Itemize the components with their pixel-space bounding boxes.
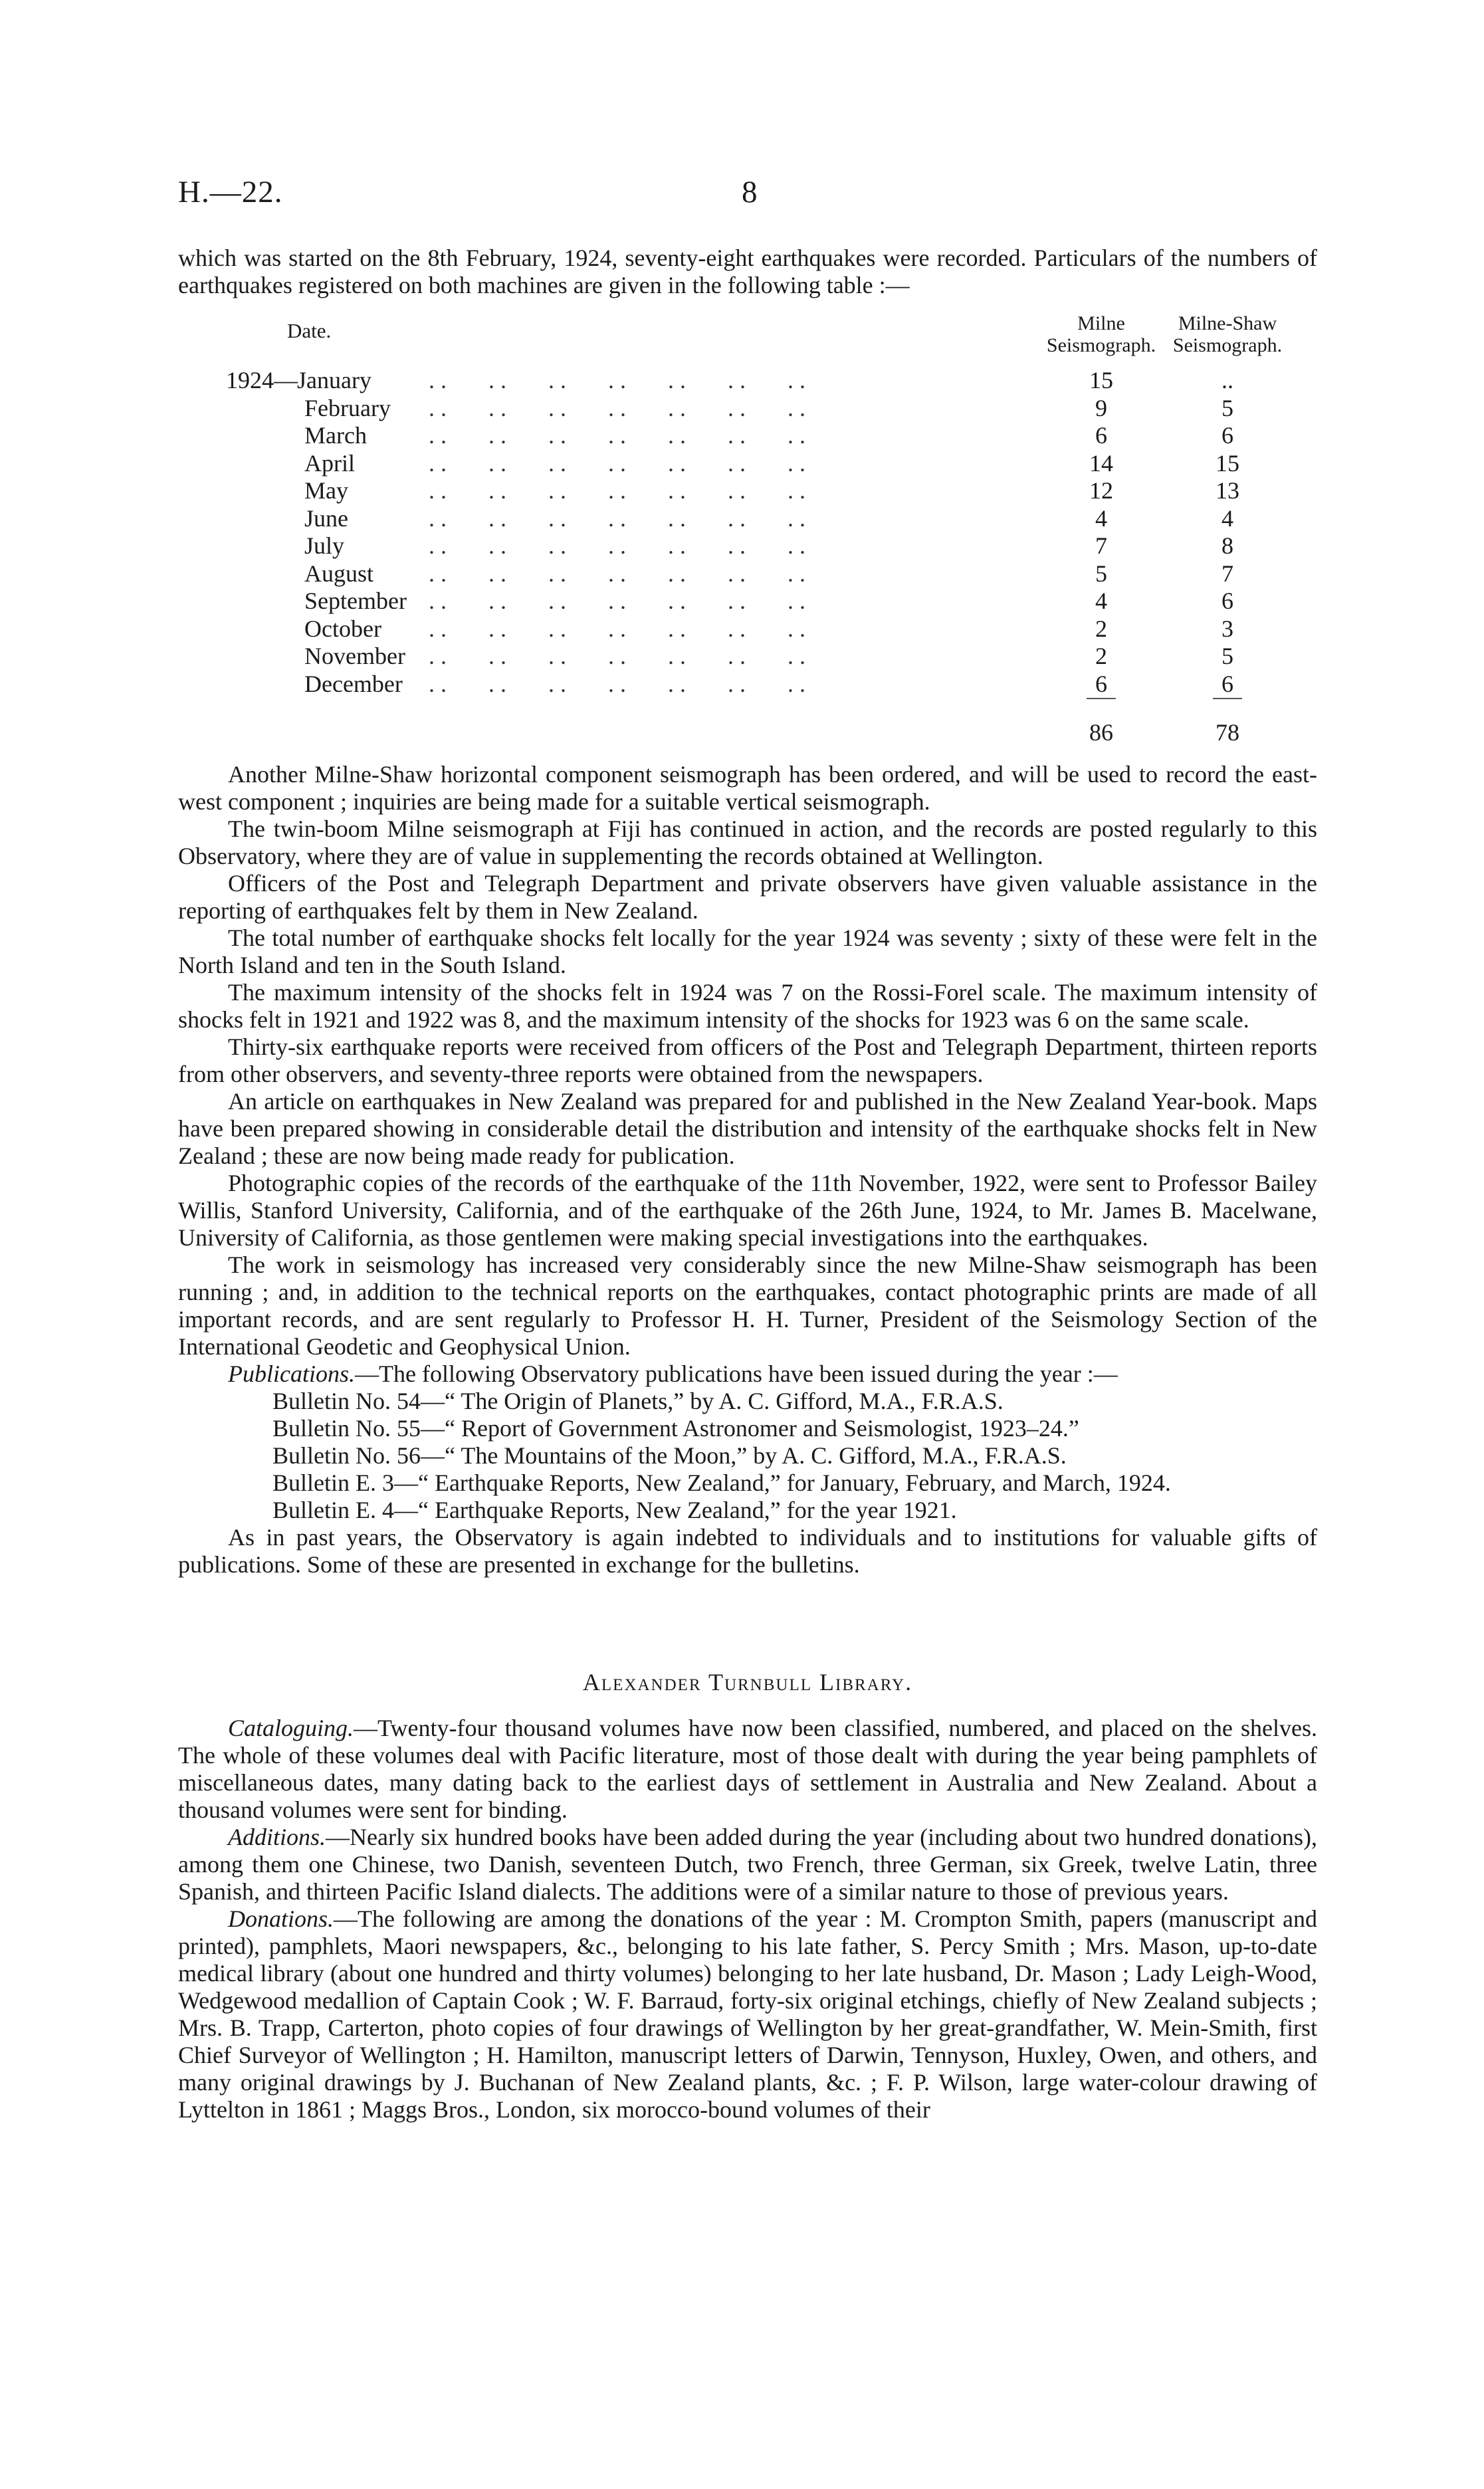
table-cell-month: September: [304, 588, 407, 614]
table-cell-month: April: [304, 449, 355, 477]
table-cell-month: February: [304, 394, 391, 421]
total-milne: 86: [1089, 719, 1113, 746]
publications-closing: As in past years, the Observatory is again indebted to individuals and to institutions for valuable gifts of publications. Some of these are presented in exchange for the bulletins.: [178, 1524, 1317, 1578]
library-section: [178, 1715, 1317, 2123]
table-leader-dots: . . . . . . . . . . . . . .: [429, 615, 805, 642]
table-header-milne-shaw-line2: Seismograph.: [1172, 334, 1283, 356]
table-cell-milne-shaw: 15: [1216, 449, 1239, 477]
table-row: [0, 587, 1484, 614]
body-paragraph: The total number of earthquake shocks felt locally for the year 1924 was seventy ; sixty of these were felt in the North Island and ten in the South Island.: [178, 924, 1317, 978]
additions-text: —Nearly six hundred books have been added during the year (including about two hundred donations), among them one Chinese, two Danish, seventeen Dutch, two French, three German, six Greek, twelve Latin, three Spanish, and thirteen Pacific Island dialects. The additions were of a similar nature to those of previous years.: [178, 1824, 1317, 1905]
body-paragraph: Officers of the Post and Telegraph Department and private observers have given valuable assistance in the reporting of earthquakes felt by them in New Zealand.: [178, 870, 1317, 924]
donations-text: —The following are among the donations of the year : M. Crompton Smith, papers (manuscript and printed), pamphlets, Maori newspapers, &c., belonging to his late father, S. Percy Smith ; Mrs. Mason, up-to-date medical library (about one hundred and thirty volumes) belonging to her late husband, Dr. Mason ; Lady Leigh-Wood, Wedgewood medallion of Captain Cook ; W. F. Barraud, forty-six original etchings, chiefly of New Zealand subjects ; Mrs. B. Trapp, Carterton, photo copies of four drawings of Wellington by her great-grandfather, W. Mein-Smith, first Chief Surveyor of Wellington ; H. Hamilton, manuscript letters of Darwin, Tennyson, Huxley, Owen, and others, and many original drawings by J. Buchanan of New Zealand plants, &c. ; F. P. Wilson, large water-colour drawing of Lyttelton in 1861 ; Maggs Bros., London, six morocco-bound volumes of their: [178, 1905, 1317, 2123]
table-leader-dots: . . . . . . . . . . . . . .: [429, 367, 805, 393]
table-cell-month: March: [304, 422, 367, 449]
publications-intro-text: —The following Observatory publications have been issued during the year :—: [355, 1360, 1118, 1387]
table-cell-milne: 4: [1095, 588, 1107, 614]
body-paragraph: An article on earthquakes in New Zealand was prepared for and published in the New Zealand Year-book. Maps have been prepared showing in considerable detail the distribution and intensity of the earthquake shocks felt in New Zealand ; these are now being made ready for publication.: [178, 1088, 1317, 1169]
table-cell-month: August: [304, 560, 374, 587]
cataloguing-text: —Twenty-four thousand volumes have now been classified, numbered, and placed on the shelves. The whole of these volumes deal with Pacific literature, most of those dealt with during the year being pamphlets of miscellaneous dates, many dating back to the earliest days of settlement in Australia and New Zealand. About a thousand volumes were sent for binding.: [178, 1715, 1317, 1823]
table-cell-milne-shaw: 4: [1221, 504, 1233, 532]
additions-heading: Additions.: [228, 1824, 326, 1850]
intro-text: which was started on the 8th February, 1924, seventy-eight earthquakes were recorded. Particulars of the numbers of earthquakes registered on both machines are given in the following table :—: [178, 245, 1317, 298]
table-cell-month: May: [304, 477, 348, 504]
table-leader-dots: . . . . . . . . . . . . . .: [429, 643, 805, 669]
table-leader-dots: . . . . . . . . . . . . . .: [429, 670, 805, 697]
table-leader-dots: . . . . . . . . . . . . . .: [429, 560, 805, 587]
table-leader-dots: . . . . . . . . . . . . . .: [429, 504, 805, 532]
table-header-milne-shaw-line1: Milne-Shaw: [1178, 312, 1277, 334]
table-row: [0, 504, 1484, 532]
donations-paragraph: [178, 1905, 1317, 2123]
table-cell-milne: 2: [1095, 615, 1107, 642]
publications-intro: [178, 1360, 1317, 1388]
library-section-title: Alexander Turnbull Library.: [582, 1669, 913, 1695]
table-leader-dots: . . . . . . . . . . . . . .: [429, 477, 805, 504]
table-row: [0, 560, 1484, 587]
body-paragraph: Thirty-six earthquake reports were received from officers of the Post and Telegraph Department, thirteen reports from other observers, and seventy-three reports were obtained from the newspapers.: [178, 1033, 1317, 1087]
table-cell-milne-shaw: 6: [1221, 670, 1233, 697]
table-cell-milne: 14: [1089, 449, 1113, 477]
body-paragraph: The twin-boom Milne seismograph at Fiji has continued in action, and the records are posted regularly to this Observatory, where they are of value in supplementing the records obtained at Wellington.: [178, 815, 1317, 869]
intro-paragraph: [178, 245, 1317, 299]
table-header-milne-line1: Milne: [1077, 312, 1125, 334]
table-header-milne-shaw: [1148, 312, 1307, 356]
table-cell-month: June: [304, 504, 348, 532]
additions-paragraph: [178, 1824, 1317, 1905]
table-header-milne-line2: Seismograph.: [1046, 334, 1156, 356]
table-cell-milne-shaw: 8: [1221, 532, 1233, 559]
table-cell-milne: 6: [1095, 422, 1107, 449]
total-rule-milne-shaw: [1213, 698, 1242, 699]
table-cell-milne-shaw: 5: [1221, 643, 1233, 669]
donations-heading: Donations.: [228, 1905, 334, 1932]
table-cell-month: December: [304, 670, 403, 697]
table-row: [0, 421, 1484, 449]
table-leader-dots: . . . . . . . . . . . . . .: [429, 532, 805, 559]
body-paragraph: The work in seismology has increased very considerably since the new Milne-Shaw seismograph has been running ; and, in addition to the technical reports on the earthquakes, contact photographic prints are made of all important records, and are sent regularly to Professor H. H. Turner, President of the Seismology Section of the International Geodetic and Geophysical Union.: [178, 1251, 1317, 1360]
total-rule-milne: [1087, 698, 1116, 699]
table-cell-milne-shaw: 6: [1221, 588, 1233, 614]
document-reference: H.—22.: [178, 175, 283, 209]
table-cell-milne: 7: [1095, 532, 1107, 559]
publications-heading: Publications.: [228, 1360, 355, 1387]
table-cell-milne-shaw: 7: [1221, 560, 1233, 587]
cataloguing-heading: Cataloguing.: [228, 1715, 354, 1741]
table-cell-milne: 2: [1095, 643, 1107, 669]
publication-item: Bulletin E. 4—“ Earthquake Reports, New Zealand,” for the year 1921.: [272, 1497, 957, 1523]
table-header-date: Date.: [287, 319, 332, 342]
table-row: [0, 615, 1484, 642]
table-cell-milne: 9: [1095, 394, 1107, 421]
table-cell-month: October: [304, 615, 381, 642]
table-row: [0, 477, 1484, 504]
body-section: [178, 761, 1317, 1578]
table-cell-milne-shaw: 6: [1221, 422, 1233, 449]
table-cell-milne-shaw: 3: [1221, 615, 1233, 642]
table-row: [0, 366, 1484, 393]
body-paragraph: Photographic copies of the records of the earthquake of the 11th November, 1922, were sent to Professor Bailey Willis, Stanford University, California, and of the earthquake of the 26th June, 1924, to Mr. James B. Macelwane, University of California, as those gentlemen were making special investigations into the earthquakes.: [178, 1170, 1317, 1251]
page-number: 8: [742, 175, 758, 209]
table-row: [0, 642, 1484, 669]
table-cell-month: July: [304, 532, 345, 559]
table-leader-dots: . . . . . . . . . . . . . .: [429, 449, 805, 477]
cataloguing-paragraph: [178, 1715, 1317, 1824]
publication-item: Bulletin E. 3—“ Earthquake Reports, New Zealand,” for January, February, and March, 1924.: [272, 1469, 1171, 1496]
table-leader-dots: . . . . . . . . . . . . . .: [429, 394, 805, 421]
table-cell-milne: 6: [1095, 670, 1107, 697]
body-paragraph: The maximum intensity of the shocks felt in 1924 was 7 on the Rossi-Forel scale. The maximum intensity of shocks felt in 1921 and 1922 was 8, and the maximum intensity of the shocks for 1923 was 6 on the same scale.: [178, 979, 1317, 1033]
publication-item: Bulletin No. 54—“ The Origin of Planets,” by A. C. Gifford, M.A., F.R.A.S.: [272, 1388, 1004, 1414]
table-cell-milne: 5: [1095, 560, 1107, 587]
table-cell-milne: 4: [1095, 504, 1107, 532]
publication-item: Bulletin No. 55—“ Report of Government Astronomer and Seismologist, 1923–24.”: [272, 1415, 1079, 1442]
table-cell-month: November: [304, 643, 405, 669]
table-row: [0, 449, 1484, 477]
table-row: [0, 670, 1484, 697]
table-leader-dots: . . . . . . . . . . . . . .: [429, 422, 805, 449]
table-row: [0, 532, 1484, 559]
table-cell-milne: 12: [1089, 477, 1113, 504]
table-leader-dots: . . . . . . . . . . . . . .: [429, 588, 805, 614]
total-milne-shaw: 78: [1216, 719, 1239, 746]
table-row: [0, 394, 1484, 421]
table-cell-milne-shaw: 5: [1221, 394, 1233, 421]
table-cell-milne-shaw: 13: [1216, 477, 1239, 504]
publication-item: Bulletin No. 56—“ The Mountains of the Moon,” by A. C. Gifford, M.A., F.R.A.S.: [272, 1442, 1067, 1469]
table-cell-milne: 15: [1089, 367, 1113, 393]
table-cell-milne-shaw: ..: [1221, 367, 1233, 393]
publications-list: [178, 1388, 1317, 1524]
table-cell-month: January: [297, 367, 371, 393]
body-paragraph: Another Milne-Shaw horizontal component seismograph has been ordered, and will be used to record the east-west component ; inquiries are being made for a suitable vertical seismograph.: [178, 761, 1317, 815]
table-year-label: 1924—: [226, 367, 298, 393]
